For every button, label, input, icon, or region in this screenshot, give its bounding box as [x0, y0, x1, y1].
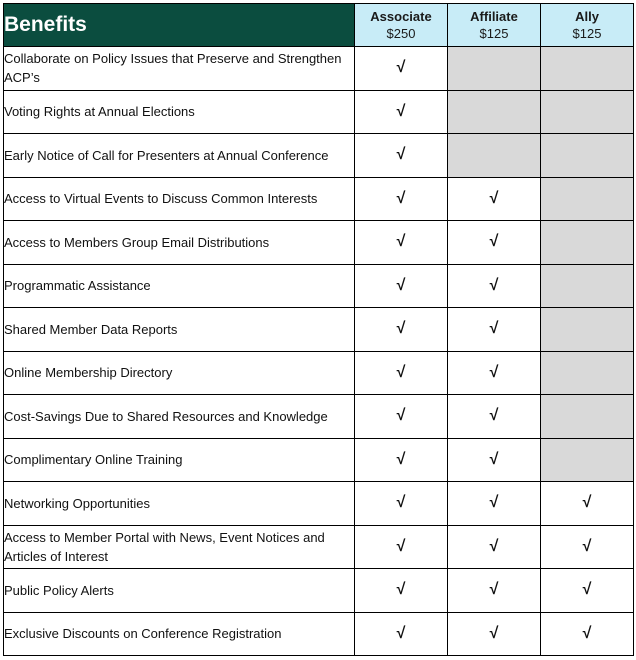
check-icon-affiliate: √: [448, 438, 541, 482]
benefit-label: Access to Members Group Email Distributions: [4, 221, 355, 265]
table-row: [4, 134, 634, 178]
benefits-title: Benefits: [4, 4, 355, 47]
empty-cell-ally: [541, 47, 634, 91]
table-row: [4, 177, 634, 221]
check-icon-ally: √: [541, 612, 634, 656]
empty-cell-affiliate: [448, 90, 541, 134]
benefit-label: Public Policy Alerts: [4, 569, 355, 613]
table-row: [4, 482, 634, 526]
check-icon-associate: √: [355, 612, 448, 656]
check-icon-associate: √: [355, 47, 448, 91]
benefit-label: Voting Rights at Annual Elections: [4, 90, 355, 134]
benefits-table: [3, 3, 634, 656]
benefit-label: Complimentary Online Training: [4, 438, 355, 482]
benefit-label: Networking Opportunities: [4, 482, 355, 526]
check-icon-associate: √: [355, 221, 448, 265]
check-icon-associate: √: [355, 569, 448, 613]
check-icon-affiliate: √: [448, 612, 541, 656]
table-row: [4, 47, 634, 91]
check-icon-associate: √: [355, 308, 448, 352]
table-row: [4, 90, 634, 134]
tier-name: Affiliate: [470, 9, 518, 24]
check-icon-associate: √: [355, 351, 448, 395]
empty-cell-ally: [541, 134, 634, 178]
empty-cell-ally: [541, 221, 634, 265]
table-row: [4, 569, 634, 613]
tier-price: $250: [386, 26, 416, 41]
empty-cell-ally: [541, 264, 634, 308]
benefit-label: Online Membership Directory: [4, 351, 355, 395]
tier-ally: [541, 4, 634, 47]
benefit-label: Access to Virtual Events to Discuss Common Interests: [4, 177, 355, 221]
check-icon-affiliate: √: [448, 177, 541, 221]
benefit-label: Collaborate on Policy Issues that Preserve and Strengthen ACP’s: [4, 47, 355, 91]
empty-cell-ally: [541, 308, 634, 352]
check-icon-affiliate: √: [448, 569, 541, 613]
benefit-label: Cost-Savings Due to Shared Resources and Knowledge: [4, 395, 355, 439]
empty-cell-ally: [541, 177, 634, 221]
check-icon-affiliate: √: [448, 264, 541, 308]
check-icon-ally: √: [541, 525, 634, 569]
check-icon-ally: √: [541, 569, 634, 613]
header-row: [4, 4, 634, 47]
empty-cell-ally: [541, 438, 634, 482]
benefits-rows: [4, 47, 634, 656]
check-icon-affiliate: √: [448, 395, 541, 439]
benefit-label: Shared Member Data Reports: [4, 308, 355, 352]
table-row: [4, 525, 634, 569]
tier-affiliate: [448, 4, 541, 47]
check-icon-affiliate: √: [448, 351, 541, 395]
table-row: [4, 264, 634, 308]
tier-price: $125: [479, 26, 509, 41]
check-icon-associate: √: [355, 482, 448, 526]
check-icon-associate: √: [355, 134, 448, 178]
check-icon-associate: √: [355, 395, 448, 439]
empty-cell-affiliate: [448, 47, 541, 91]
tier-price: $125: [572, 26, 602, 41]
check-icon-affiliate: √: [448, 482, 541, 526]
check-icon-associate: √: [355, 438, 448, 482]
table-row: [4, 612, 634, 656]
empty-cell-ally: [541, 351, 634, 395]
check-icon-associate: √: [355, 177, 448, 221]
tier-associate: [355, 4, 448, 47]
check-icon-ally: √: [541, 482, 634, 526]
check-icon-affiliate: √: [448, 221, 541, 265]
table-row: [4, 351, 634, 395]
check-icon-affiliate: √: [448, 308, 541, 352]
benefit-label: Exclusive Discounts on Conference Registration: [4, 612, 355, 656]
benefit-label: Access to Member Portal with News, Event Notices and Articles of Interest: [4, 525, 355, 569]
empty-cell-affiliate: [448, 134, 541, 178]
benefit-label: Early Notice of Call for Presenters at Annual Conference: [4, 134, 355, 178]
tier-name: Ally: [575, 9, 599, 24]
empty-cell-ally: [541, 90, 634, 134]
check-icon-associate: √: [355, 525, 448, 569]
table-row: [4, 308, 634, 352]
tier-name: Associate: [370, 9, 432, 24]
table-row: [4, 221, 634, 265]
table-row: [4, 395, 634, 439]
empty-cell-ally: [541, 395, 634, 439]
check-icon-associate: √: [355, 90, 448, 134]
table-row: [4, 438, 634, 482]
benefit-label: Programmatic Assistance: [4, 264, 355, 308]
check-icon-affiliate: √: [448, 525, 541, 569]
check-icon-associate: √: [355, 264, 448, 308]
